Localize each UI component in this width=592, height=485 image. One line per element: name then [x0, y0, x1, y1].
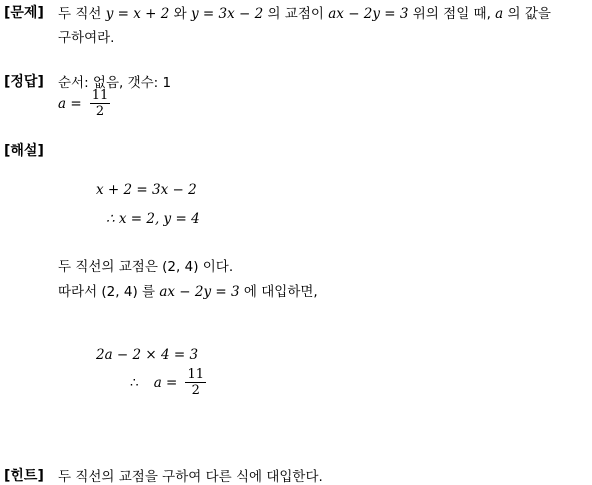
solution-equation-4-lhs: a =: [153, 375, 178, 391]
solution-text-2: [58, 280, 318, 300]
problem-line-1: [58, 2, 551, 22]
solution-equation-3: 2a − 2 × 4 = 3: [96, 347, 199, 363]
solution-denominator: 2: [191, 383, 200, 398]
answer-fraction: [90, 88, 111, 119]
solution-label: [해설]: [4, 143, 44, 159]
answer-equation: [58, 88, 110, 119]
solution-text-1: 두 직선의 교점은 (2, 4) 이다.: [58, 259, 234, 275]
solution-fraction: [185, 367, 206, 398]
problem-equation-1: y = x + 2: [105, 6, 170, 22]
problem-text: 두 직선: [58, 6, 106, 22]
problem-label: [문제]: [4, 5, 44, 21]
solution-equation-2: ∴ x = 2, y = 4: [106, 211, 200, 227]
problem-text-mid: 의 교점이: [263, 6, 329, 22]
solution-text-2-equation: ax − 2y = 3: [159, 284, 240, 300]
problem-connector: 와: [169, 6, 191, 22]
hint-label: [힌트]: [4, 468, 44, 484]
problem-line-2: 구하여라.: [58, 30, 115, 46]
answer-numerator: 11: [91, 88, 109, 103]
problem-text-mid-2: 위의 점일 때,: [408, 6, 496, 22]
answer-lhs: a =: [58, 96, 82, 112]
hint-text: 두 직선의 교점을 구하여 다른 식에 대입한다.: [58, 469, 323, 485]
problem-equation-3: ax − 2y = 3: [328, 6, 409, 22]
problem-text-suffix: 의 값을: [503, 6, 551, 22]
problem-equation-2: y = 3x − 2: [190, 6, 264, 22]
solution-equation-4: [130, 367, 206, 398]
solution-equation-1: x + 2 = 3x − 2: [96, 182, 197, 198]
solution-numerator: 11: [187, 367, 204, 382]
answer-label: [정답]: [4, 74, 44, 90]
therefore-symbol: ∴: [130, 375, 139, 391]
problem-variable-a: a: [495, 6, 504, 22]
answer-denominator: 2: [95, 104, 105, 119]
answer-line-1: 순서: 없음, 갯수: 1: [58, 75, 172, 91]
solution-text-2-prefix: 따라서 (2, 4) 를: [58, 284, 160, 300]
solution-text-2-suffix: 에 대입하면,: [239, 284, 318, 300]
